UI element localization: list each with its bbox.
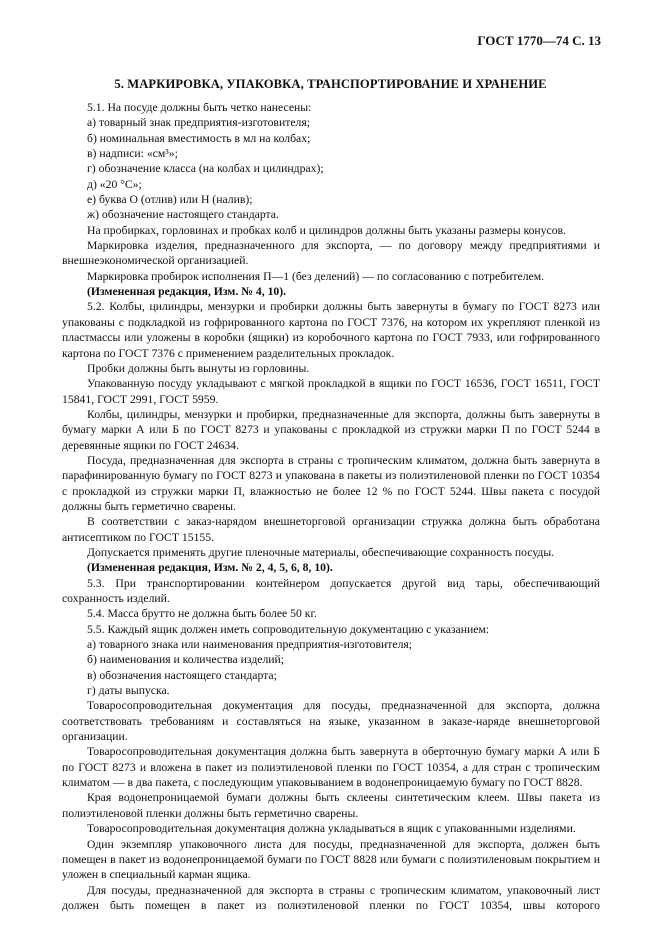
paragraph: ж) обозначение настоящего стандарта. <box>87 208 279 222</box>
paragraph: Колбы, цилиндры, мензурки и пробирки, предназначенные для экспорта, должны быть завернуты в бумагу марки А или Б по ГОСТ 8273 и упакованы с прокладкой из стружки марки П по ГОСТ 5244 в деревянные ящики по ГОСТ 24634. <box>62 407 600 452</box>
paragraph: Края водонепроницаемой бумаги должны быть склеены синтетическим клеем. Швы пакета из полиэтиленовой пленки должны быть герметично сварены. <box>62 791 600 820</box>
paragraph: 5.4. Масса брутто не должна быть более 50 кг. <box>87 607 317 621</box>
paragraph: б) номинальная вместимость в мл на колбах; <box>87 131 311 145</box>
paragraph: Упакованную посуду укладывают с мягкой прокладкой в ящики по ГОСТ 16536, ГОСТ 16511, ГОСТ 15841, ГОСТ 2991, ГОСТ 5959. <box>62 377 600 406</box>
paragraph: 5.3. При транспортировании контейнером допускается другой вид тары, обеспечивающий сохранность изделий. <box>62 576 600 605</box>
paragraph: Один экземпляр упаковочного листа для посуды, предназначенной для экспорта, должен быть помещен в пакет из водонепроницаемой бумаги по ГОСТ 8828 или бумаги с полиэтиленовым покрытием и уложен в специальный карман ящика. <box>62 837 600 882</box>
paragraph: Допускается применять другие пленочные материалы, обеспечивающие сохранность посуды. <box>87 545 555 559</box>
section-title: 5. МАРКИРОВКА, УПАКОВКА, ТРАНСПОРТИРОВАНИЕ И ХРАНЕНИЕ <box>114 77 547 91</box>
paragraph: 5.2. Колбы, цилиндры, мензурки и пробирки должны быть завернуты в бумагу по ГОСТ 8273 или упакованы с подкладкой из гофрированного картона по ГОСТ 7376, на котором их укрепляют пленкой из пластмассы или уложены в коробки (ящики) из коробочного картона по ГОСТ 7933, или гофрированного картона по ГОСТ 7376 с применением разделительных прокладок. <box>62 300 600 360</box>
paragraph: 5.1. На посуде должны быть четко нанесены: <box>87 101 312 114</box>
amendment-note: (Измененная редакция, Изм. № 4, 10). <box>87 285 287 299</box>
paragraph: На пробирках, горловинах и пробках колб и цилиндров должны быть указаны размеры конусов. <box>87 223 566 237</box>
page-header: ГОСТ 1770—74 С. 13 <box>477 33 601 48</box>
paragraph: Пробки должны быть вынуты из горловины. <box>87 361 310 375</box>
paragraph: б) наименования и количества изделий; <box>87 653 285 667</box>
paragraph: а) товарный знак предприятия-изготовителя; <box>87 116 310 130</box>
paragraph: Посуда, предназначенная для экспорта в страны с тропическим климатом, должна быть завернута в парафинированную бумагу по ГОСТ 8273 и упакована в пакеты из полиэтиленовой пленки по ГОСТ 10354 с прокладкой из стружки марки П, влажностью не более 12 % по ГОСТ 5244. Швы пакета с посудой должны быть герметично сварены. <box>62 453 600 513</box>
paragraph: Маркировка пробирок исполнения П—1 (без делений) — по согласованию с потребителем. <box>87 269 545 283</box>
paragraph: д) «20 °С»; <box>87 177 142 191</box>
paragraph: Товаросопроводительная документация должна быть завернута в оберточную бумагу марки А или Б по ГОСТ 8273 и вложена в пакет из полиэтиленовой пленки по ГОСТ 10354, а для стран с тропическим климатом — в два пакета, с последующим упаковыванием в водонепроницаемую бумагу по ГОСТ 8828. <box>62 745 600 790</box>
paragraph: г) даты выпуска. <box>87 684 170 698</box>
paragraph: Товаросопроводительная документация для посуды, предназначенной для экспорта, должна соответствовать требованиям и составляться на языке, указанном в заказе-наряде внешнеторговой организации. <box>62 699 600 744</box>
paragraph: в) обозначения настоящего стандарта; <box>87 668 277 682</box>
document-body <box>62 100 600 913</box>
paragraph: а) товарного знака или наименования предприятия-изготовителя; <box>87 638 413 652</box>
paragraph: е) буква О (отлив) или Н (налив); <box>87 193 253 207</box>
paragraph: Маркировка изделия, предназначенного для экспорта, — по договору между предприятиями и внешнеэкономической организацией. <box>62 239 600 268</box>
amendment-note: (Измененная редакция, Изм. № 2, 4, 5, 6, 8, 10). <box>87 561 333 575</box>
paragraph: г) обозначение класса (на колбах и цилиндрах); <box>87 162 324 176</box>
paragraph: Товаросопроводительная документация должна укладываться в ящик с упакованными изделиями. <box>87 822 576 836</box>
paragraph: Для посуды, предназначенной для экспорта в страны с тропическим климатом, упаковочный лист должен быть помещен в пакет из полиэтиленовой пленки по ГОСТ 10354, швы которого <box>62 883 600 912</box>
paragraph: в) надписи: «см³»; <box>87 147 178 161</box>
paragraph: В соответствии с заказ-нарядом внешнеторговой организации стружка должна быть обработана антисептиком по ГОСТ 15155. <box>62 515 600 544</box>
paragraph: 5.5. Каждый ящик должен иметь сопроводительную документацию с указанием: <box>87 622 490 636</box>
